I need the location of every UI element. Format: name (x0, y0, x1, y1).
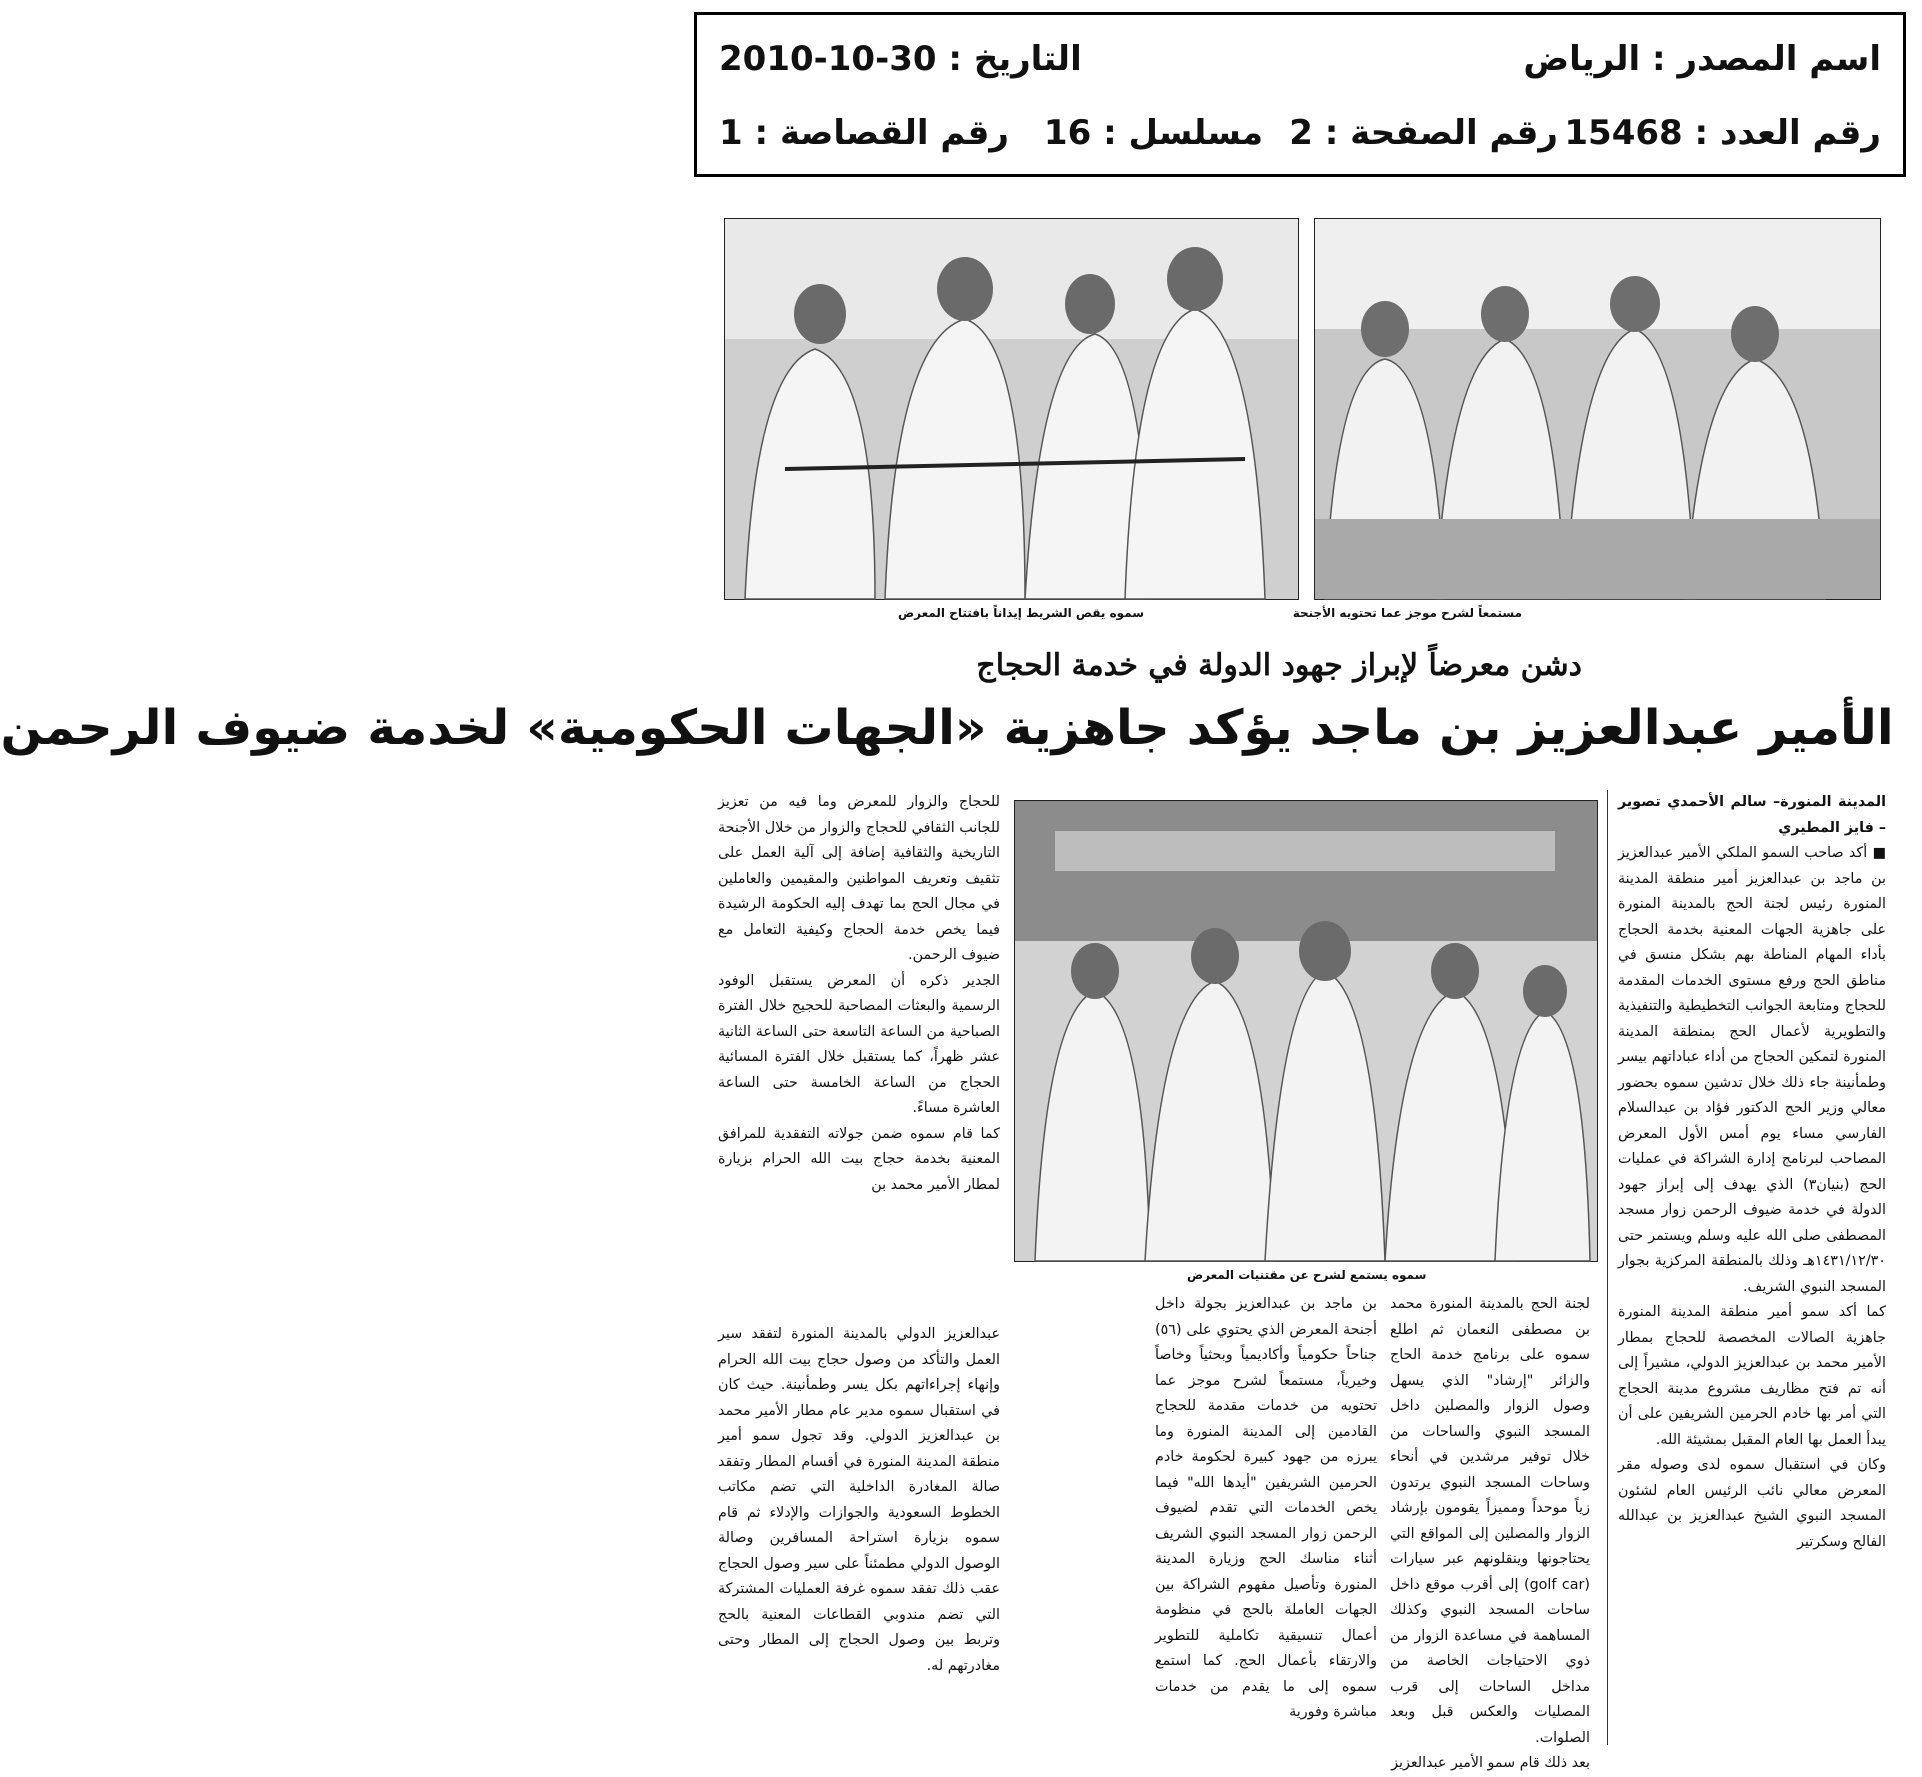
clipping-header (694, 12, 1906, 177)
article-paragraph: كما قام سموه ضمن جولاته التفقدية للمرافق المعنية بخدمة حجاج بيت الله الحرام بزيارة لمطار الأمير محمد بن (718, 1125, 1000, 1193)
article-paragraph: ■ أكد صاحب السمو الملكي الأمير عبدالعزيز بن ماجد بن عبدالعزيز أمير منطقة المدينة المنورة رئيس لجنة الحج بالمدينة المنورة على جاهزية الجهات المعنية بخدمة الحجاج بأداء المهام المناطة بهم بشكل منسق في مناطق الحج ورفع مستوى الخدمات المقدمة للحجاج ومتابعة الجوانب التخطيطية والتنفيذية والتطويرية لأعمال الحج بمنطقة المدينة المنورة لتمكين الحجاج من أداء عباداتهم بيسر وطمأنينة جاء ذلك خلال تدشين سموه بحضور معالي وزير الحج الدكتور فؤاد بن عبدالسلام الفارسي مساء يوم أمس الأول المعرض المصاحب لبرنامج إدارة الشراكة في عمليات الحج (بنيان٣) الذي يهدف إلى إبراز جهود الدولة في خدمة ضيوف الرحمن زوار مسجد المصطفى صلى الله عليه وسلم ويستمر حتى ١٤٣١/١٢/٣٠هـ وذلك بالمنطقة المركزية بجوار المسجد النبوي الشريف. (1618, 845, 1887, 1295)
article-paragraph: لجنة الحج بالمدينة المنورة محمد بن مصطفى النعمان ثم اطلع سموه على برنامج خدمة الحاج والزائر "إرشاد" الذي يسهل وصول الزوار والمصلين داخل المسجد النبوي والساحات من خلال توفير مرشدين في أنحاء وساحات المسجد النبوي يرتدون زياً موحداً ومميزاً يقومون بإرشاد الزوار والمصلين إلى المواقع التي يحتاجونها وينقلونهم عبر سيارات (golf car) إلى أقرب موقع داخل ساحات المسجد النبوي وكذلك المساهمة في مساعدة الزوار من ذوي الاحتياجات الخاصة من مداخل الساحات إلى قرب المصليات والعكس قبل وبعد الصلوات. (1390, 1296, 1590, 1746)
article-paragraph: عبدالعزيز الدولي بالمدينة المنورة لتفقد سير العمل والتأكد من وصول حجاج بيت الله الحرام وإنهاء إجراءاتهم بكل يسر وطمأنينة. حيث كان في استقبال سموه مدير عام مطار الأمير محمد بن عبدالعزيز الدولي. وقد تجول سمو أمير منطقة المدينة المنورة في أقسام المطار وتفقد صالة المغادرة الداخلية التي تضم مكاتب الخطوط السعودية والجوازات والإدلاء ثم قام سموه بزيارة استراحة المسافرين وصالة الوصول الدولي مطمئناً على سير وصول الحجاج عقب ذلك تفقد سموه غرفة العمليات المشتركة التي تضم مندوبي القطاعات المعنية بالحج وتربط بين وصول الحجاج إلى المطار وحتى مغادرتهم له. (718, 1326, 1000, 1674)
article-paragraph: للحجاج والزوار للمعرض وما فيه من تعزيز للجانب الثقافي للحجاج والزوار من خلال الأجنحة التاريخية والثقافية إضافة إلى آلية العمل على تثقيف وتعريف المواطنين والمقيمين والعاملين في مجال الحج بما تهدف إليه الحكومة الرشيدة فيما يخص خدمة الحجاج وكيفية التعامل مع ضيوف الرحمن. (718, 794, 1000, 963)
article-paragraph: وكان في استقبال سموه لدى وصوله مقر المعرض معالي نائب الرئيس العام لشئون المسجد النبوي الشيخ عبدالعزيز بن عبدالله الفالح وسكرتير (1618, 1457, 1886, 1550)
caption-exhibition-briefing: مستمعاً لشرح موجز عما تحتويه الأجنحة (1292, 606, 1522, 620)
source-label: اسم المصدر : الرياض (1523, 39, 1881, 79)
caption-ribbon-cutting: سموه يقص الشريط إيذاناً بافتتاح المعرض (898, 606, 1145, 620)
article-paragraph: كما أكد سمو أمير منطقة المدينة المنورة جاهزية الصالات المخصصة للحجاج بمطار الأمير محمد بن عبدالعزيز الدولي، مشيراً إلى أنه تم فتح مظاريف مشروع مدينة الحجاج التي أمر بها خادم الحرمين الشريفين على أن يبدأ العمل بها العام المقبل بمشيئة الله. (1618, 1304, 1886, 1448)
article-column-4 (718, 1322, 1000, 1750)
article-column-3 (1155, 1292, 1377, 1750)
issue-label: رقم العدد : 15468 (1564, 113, 1881, 153)
serial-label: مسلسل : 16 (1043, 113, 1263, 153)
date-label: التاريخ : 30-10-2010 (719, 39, 1082, 79)
photo-exhibition-briefing (1314, 218, 1881, 600)
photo-exhibit-tour-image (1015, 801, 1597, 1261)
article-column-5-top (718, 790, 1000, 1320)
article-headline: الأمير عبدالعزيز بن ماجد يؤكد جاهزية «الجهات الحكومية» لخدمة ضيوف الرحمن (0, 700, 1894, 756)
article-column-2 (1390, 1292, 1590, 1771)
photo-exhibition-briefing-image (1315, 219, 1880, 599)
column-divider (1607, 790, 1608, 1745)
photo-exhibit-tour (1014, 800, 1598, 1262)
page-label: رقم الصفحة : 2 (1289, 113, 1558, 153)
photo-ribbon-cutting (724, 218, 1299, 600)
article-kicker: دشن معرضاً لإبراز جهود الدولة في خدمة الحجاج (976, 648, 1582, 683)
clip-label: رقم القصاصة : 1 (719, 113, 1009, 153)
article-byline: المدينة المنورة– سالم الأحمدي تصوير – فايز المطيري (1618, 794, 1886, 836)
photo-ribbon-cutting-image (725, 219, 1298, 599)
caption-exhibit-tour: سموه يستمع لشرح عن مقتنيات المعرض (1187, 1268, 1427, 1282)
article-paragraph: الجدير ذكره أن المعرض يستقبل الوفود الرسمية والبعثات المصاحبة للحجيج خلال الفترة الصباحية من الساعة التاسعة حتى الساعة الثانية عشر ظهراً، كما يستقبل خلال الفترة المسائية الحجاج من الساعة الخامسة حتى الساعة العاشرة مساءً. (718, 972, 1000, 1116)
article-column-1 (1618, 790, 1886, 1750)
article-paragraph: بعد ذلك قام سمو الأمير عبدالعزيز (1391, 1755, 1590, 1771)
article-paragraph: بن ماجد بن عبدالعزيز بجولة داخل أجنحة المعرض الذي يحتوي على (٥٦) جناحاً حكومياً وأكاديمياً وبحثياً وخاصاً وخيرياً، مستمعاً لشرح موجز عما تحتويه من خدمات مقدمة للحجاج القادمين إلى المدينة المنورة وما يبرزه من جهود كبيرة لحكومة خادم الحرمين الشريفين "أيدها الله" فيما يخص الخدمات التي تقدم لضيوف الرحمن زوار المسجد النبوي الشريف أثناء مناسك الحج وزيارة المدينة المنورة وتأصيل مفهوم الشراكة بين الجهات العاملة بالحج في منظومة أعمال تنسيقية تكاملية للتطوير والارتقاء بأعمال الحج. كما استمع سموه إلى ما يقدم من خدمات مباشرة وفورية (1155, 1296, 1377, 1720)
